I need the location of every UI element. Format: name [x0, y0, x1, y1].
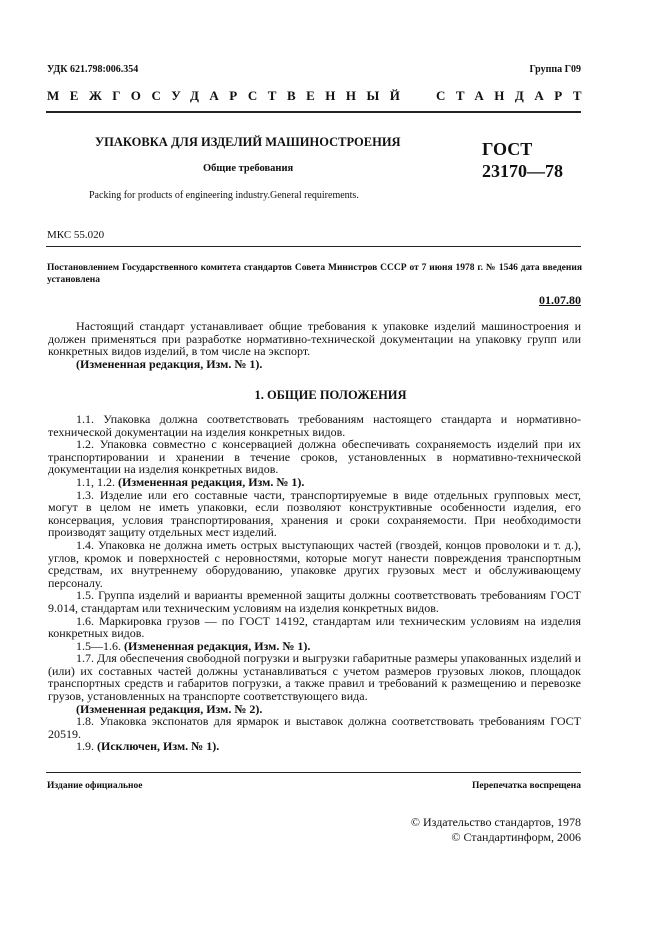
item-1-8: 1.8. Упаковка экспонатов для ярмарок и выставок должна соответствовать требованиям ГОСТ 20519. — [48, 714, 581, 741]
item-1-7-edit: (Измененная редакция, Изм. № 2). — [76, 701, 263, 716]
item-1-9 — [48, 740, 581, 753]
title-rule — [46, 246, 581, 247]
item-1-6: 1.6. Маркировка грузов — по ГОСТ 14192, стандартам или техническим условиям на изделия конкретных видов. — [48, 613, 581, 641]
udk-code: УДК 621.798:006.354 — [47, 64, 139, 75]
gost-label: ГОСТ — [482, 139, 533, 159]
item-number: 1.5—1.6. — [76, 638, 121, 653]
header-rule — [46, 111, 581, 113]
decree-text: Постановлением Государственного комитета стандартов Совета Министров СССР от 7 июня 1978 г. № 1546 дата введения установлена — [47, 263, 582, 285]
section-items — [48, 413, 581, 753]
item-1-5: 1.5. Группа изделий и варианты временной защиты должны соответствовать требованиям ГОСТ 9.014, стандартам или техническим условиям на изделия конкретных видов. — [48, 588, 581, 615]
reprint-label: Перепечатка воспрещена — [471, 781, 581, 791]
edition-label: Издание официальное — [47, 781, 143, 791]
standard-word-right: СТАНДАРТ — [436, 88, 593, 103]
section-title: 1. ОБЩИЕ ПОЛОЖЕНИЯ — [254, 388, 407, 402]
copyright-2: © Стандартинформ, 2006 — [451, 830, 581, 844]
mks-code: МКС 55.020 — [47, 229, 105, 241]
gost-number: 23170—78 — [482, 161, 563, 181]
edit-note: (Измененная редакция, Изм. № 1). — [124, 638, 311, 653]
english-title: Packing for products of engineering industry.General requirements. — [89, 190, 359, 201]
intro-paragraph: Настоящий стандарт устанавливает общие требования к упаковке изделий машиностроения и должен применяться при разработке нормативно-технической документации на упаковку групп или конкретных видов изделий, в том числе на экспорт. — [48, 319, 581, 359]
item-number: 1.1, 1.2. — [76, 474, 115, 489]
introduction-date: 01.07.80 — [539, 293, 581, 307]
standard-word-left: МЕЖГОСУДАРСТВЕННЫЙ — [47, 88, 411, 103]
edit-note: (Измененная редакция, Изм. № 1). — [118, 474, 305, 489]
group-code: Группа Г09 — [529, 64, 581, 75]
item-1-1: 1.1. Упаковка должна соответствовать требованиям настоящего стандарта и нормативно-технической документации на изделия конкретных видов. — [48, 412, 581, 439]
item-1-7: 1.7. Для обеспечения свободной погрузки и выгрузки габаритные размеры упакованных изделий и (или) их составных частей должны устанавливаться с учетом размеров грузовых люков, площадок транспортных средств и габаритов погрузки, а также правил и требований к размещению и перевозке грузов, установленных на транспорте соответствующего вида. — [48, 651, 581, 704]
edit-note: (Исключен, Изм. № 1). — [97, 739, 220, 754]
item-1-1-1-2-edit — [48, 476, 581, 489]
document-subtitle: Общие требования — [203, 163, 294, 174]
document-title: УПАКОВКА ДЛЯ ИЗДЕЛИЙ МАШИНОСТРОЕНИЯ — [95, 135, 401, 149]
item-1-2: 1.2. Упаковка совместно с консервацией должна обеспечивать сохраняемость изделий при их транспортировании и хранении в течение сроков, установленных в нормативно-технической документации на изделия конкретных видов. — [48, 437, 581, 477]
item-1-3: 1.3. Изделие или его составные части, транспортируемые в виде отдельных групповых мест, могут в целом не иметь упаковки, если позволяют конструктивные особенности изделия, его консервация, условия транспортирования, хранения и сроки сохраняемости. При необходимости производят защиту отдельных мест изделий. — [48, 487, 581, 540]
item-1-4: 1.4. Упаковка не должна иметь острых выступающих частей (гвоздей, концов проволоки и т. д.), углов, кромок и поверхностей с неровностями, которые могут нанести повреждения транспортным средствам, их внутреннему оборудованию, упаковке других грузовых мест и обслуживающему персоналу. — [48, 537, 581, 590]
intro-edit-note: (Измененная редакция, Изм. № 1). — [76, 356, 263, 371]
item-number: 1.9. — [76, 739, 94, 754]
footer-rule — [46, 772, 581, 773]
intro-section — [48, 320, 581, 370]
copyright-1: © Издательство стандартов, 1978 — [410, 815, 581, 829]
